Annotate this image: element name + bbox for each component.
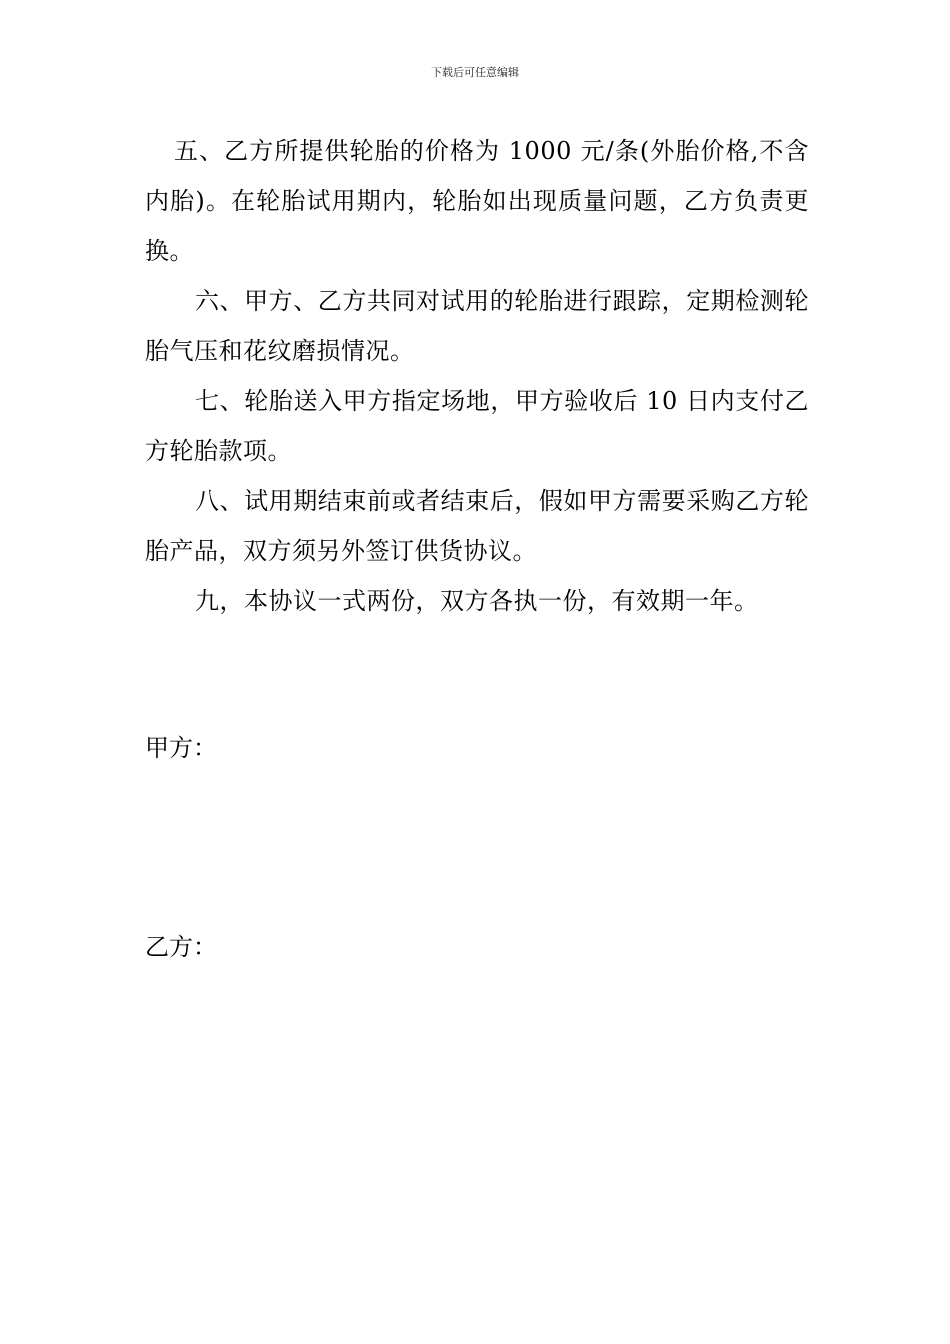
clause-7: 七、轮胎送入甲方指定场地，甲方验收后 10 日内支付乙方轮胎款项。 (145, 387, 809, 465)
party-a-signature-label: 甲方： (145, 734, 217, 762)
contract-body (145, 126, 809, 626)
clause-5: 五、乙方所提供轮胎的价格为 1000 元/条(外胎价格,不含内胎)。在轮胎试用期内，轮胎如出现质量问题，乙方负责更换。 (145, 137, 809, 265)
header-note: 下载后可任意编辑 (431, 66, 519, 79)
clause-6: 六、甲方、乙方共同对试用的轮胎进行跟踪，定期检测轮胎气压和花纹磨损情况。 (145, 287, 809, 365)
party-b-signature-label: 乙方： (145, 933, 217, 961)
clause-8: 八、试用期结束前或者结束后，假如甲方需要采购乙方轮胎产品，双方须另外签订供货协议。 (145, 487, 809, 565)
clause-9: 九，本协议一式两份，双方各执一份，有效期一年。 (195, 587, 759, 615)
